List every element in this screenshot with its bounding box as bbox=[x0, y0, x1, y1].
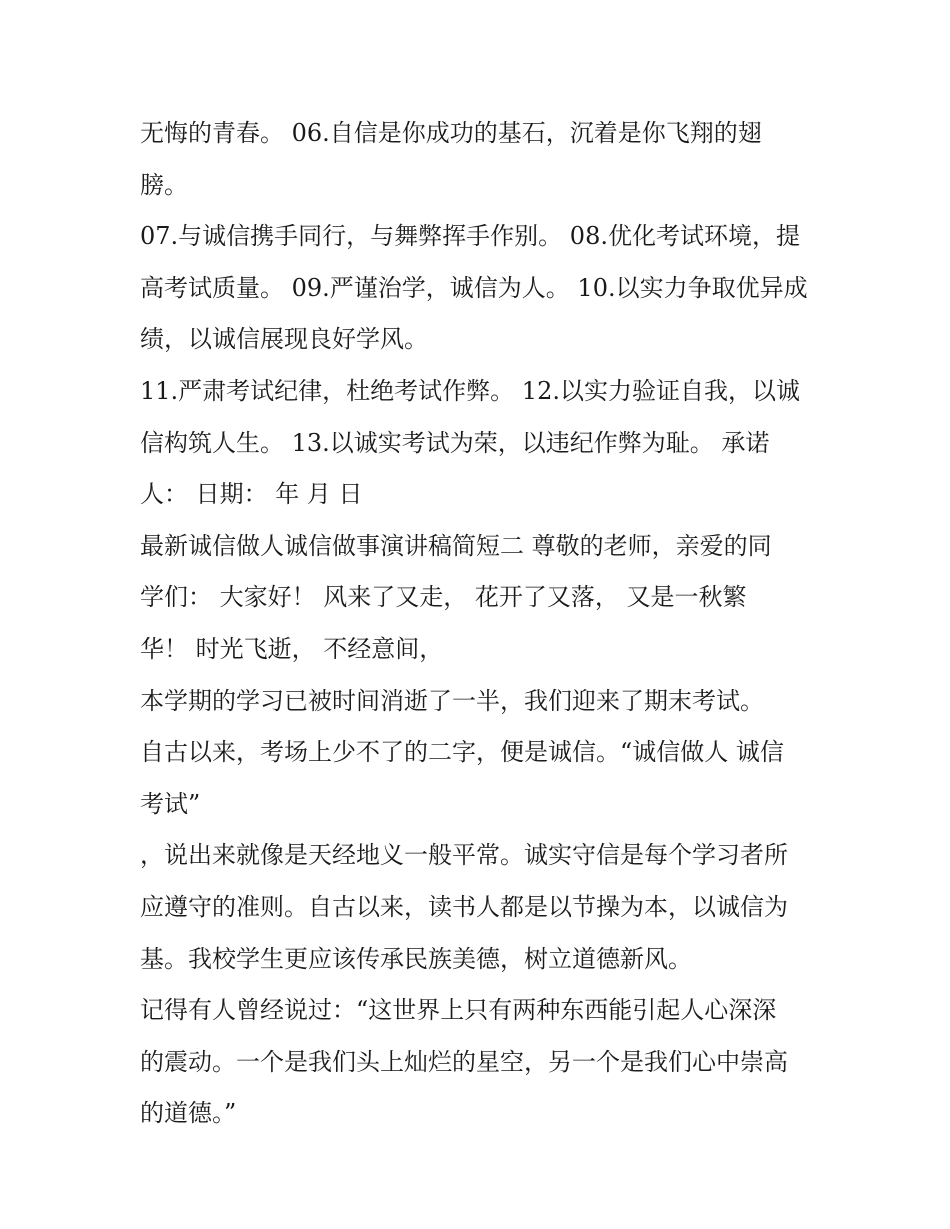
text-line: 信构筑人生。 13.以诚实考试为荣，以违纪作弊为耻。 承诺 bbox=[140, 428, 770, 457]
text-line: 高考试质量。 09.严谨治学，诚信为人。 10.以实力争取优异成 bbox=[140, 273, 808, 302]
text-line: 人： 日期： 年 月 日 bbox=[140, 480, 363, 509]
body-text bbox=[140, 108, 820, 1140]
text-line: 应遵守的准则。自古以来，读书人都是以节操为本，以诚信为 bbox=[140, 892, 788, 921]
text-line: 学们： 大家好！ 风来了又走， 花开了又落， 又是一秋繁 bbox=[140, 583, 747, 612]
text-line: 考试” bbox=[140, 789, 201, 818]
text-line: 膀。 bbox=[140, 170, 188, 199]
text-line: 最新诚信做人诚信做事演讲稿简短二 尊敬的老师，亲爱的同 bbox=[140, 531, 772, 560]
text-line: 华！ 时光飞逝， 不经意间， bbox=[140, 634, 444, 663]
text-line: 自古以来，考场上少不了的二字，便是诚信。“诚信做人 诚信 bbox=[140, 738, 784, 767]
text-line: 07.与诚信携手同行，与舞弊挥手作别。 08.优化考试环境，提 bbox=[140, 222, 800, 251]
text-line: ，说出来就像是天经地义一般平常。诚实守信是每个学习者所 bbox=[140, 841, 788, 870]
text-line: 的道德。” bbox=[140, 1099, 237, 1128]
text-line: 绩，以诚信展现良好学风。 bbox=[140, 325, 428, 354]
text-line: 的震动。一个是我们头上灿烂的星空，另一个是我们心中崇高 bbox=[140, 1047, 788, 1076]
text-line: 基。我校学生更应该传承民族美德，树立道德新风。 bbox=[140, 944, 692, 973]
text-line: 记得有人曾经说过：“这世界上只有两种东西能引起人心深深 bbox=[140, 996, 777, 1025]
text-line: 本学期的学习已被时间消逝了一半，我们迎来了期末考试。 bbox=[140, 686, 764, 715]
text-line: 无悔的青春。 06.自信是你成功的基石，沉着是你飞翔的翅 bbox=[140, 119, 762, 147]
text-line: 11.严肃考试纪律，杜绝考试作弊。 12.以实力验证自我，以诚 bbox=[140, 376, 800, 405]
